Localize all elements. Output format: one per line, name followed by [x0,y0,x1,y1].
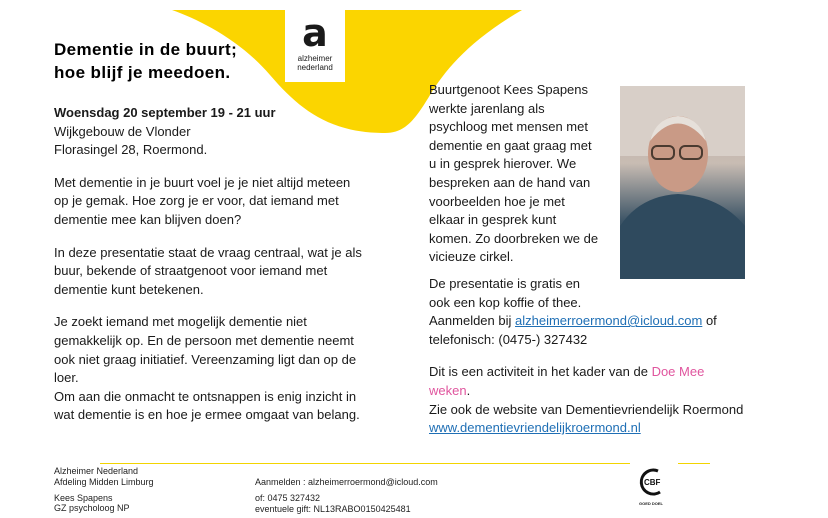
paragraph-line: In deze presentatie staat de vraag centraal, wat je als [54,244,362,260]
footer-contact [255,477,438,514]
paragraph-line: Om aan die onmacht te ontsnappen is enig inzicht in [54,388,357,404]
paragraph-line: op je gemak. Hoe zorg je er voor, dat iemand met [54,193,339,209]
signup-suffix: of [702,313,717,329]
phone-line: telefonisch: (0475-) 327432 [429,331,588,347]
left-column [54,104,362,425]
footer-org [54,466,154,514]
title-line: hoe blijf je meedoen. [54,63,231,82]
doe-mee-link[interactable]: weken [429,382,467,398]
alzheimer-nederland-logo [285,10,345,82]
paragraph-line: gemakkelijk op. En de persoon met dementie neemt [54,332,354,348]
activity-line-2 [429,382,743,401]
paragraph-line: elkaar in gesprek kunt [429,212,557,228]
speaker-photo [620,86,745,279]
logo-text: nederland [297,63,333,72]
divider-line [678,463,710,464]
event-address: Florasingel 28, Roermond. [54,142,208,158]
cbf-icon [638,468,664,496]
paragraph-line: ook een kop koffie of thee. [429,294,582,310]
footer-text: Afdeling Midden Limburg [54,476,154,487]
title-line: Dementie in de buurt; [54,40,238,59]
paragraph-line: werkte jarenlang als [429,100,545,116]
paragraph-line: u in gesprek hierover. We [429,156,577,172]
paragraph-line: buur, bekende of straatgenoot voor iemand met [54,263,328,279]
website-link[interactable]: www.dementievriendelijkroermond.nl [429,420,641,436]
paragraph-line: bespreken aan de hand van [429,174,591,190]
footer-text: Alzheimer Nederland [54,466,139,476]
email-link[interactable]: alzheimerroermond@icloud.com [515,313,703,329]
footer-text: of: 0475 327432 [255,492,321,503]
footer-text: Kees Spapens [54,492,113,503]
page-title [54,38,237,84]
logo-text: alzheimer [297,54,333,63]
divider-line [100,463,630,464]
doe-mee-link[interactable]: Doe Mee [651,364,705,380]
activity-line [429,363,743,382]
footer-text: eventuele gift: NL13RABO0150425481 [255,503,411,514]
paragraph-line: Buurtgenoot Kees Spapens [429,82,589,97]
paragraph-line: voorbeelden hoe je met [429,193,565,209]
cbf-subtext: GOED DOEL [638,501,663,506]
paragraph-line: psychloog met mensen met [429,119,588,135]
paragraph-line: dementie kunt betekenen. [54,281,204,297]
footer-text: GZ psycholoog NP [54,503,130,514]
portrait-image [620,86,745,279]
paragraph-line: De presentatie is gratis en [429,275,581,291]
footer-text: Aanmelden : alzheimerroermond@icloud.com [255,477,438,487]
signup-line [429,312,743,331]
cbf-logo [636,468,666,506]
paragraph-line: vicieuze cirkel. [429,249,514,265]
paragraph-line: ook niet graag initiatief. Vereenzaming ligt dan op de [54,351,357,367]
paragraph-line: dementie mee kan blijven doen? [54,211,242,227]
signup-prefix: Aanmelden bij [429,313,515,329]
website-text: Zie ook de website van Dementievriendelijk Roermond [429,401,744,417]
event-venue: Wijkgebouw de Vlonder [54,123,191,139]
paragraph-line: komen. Zo doorbreken we de [429,230,599,246]
paragraph-line: wat dementie is en hoe je ermee omgaat van belang. [54,407,360,423]
paragraph-line: Met dementie in je buurt voel je je niet altijd meteen [54,174,351,190]
paragraph-line: loer. [54,370,79,386]
cbf-text: CBF [644,478,661,487]
logo-mark: a [302,11,328,55]
paragraph-line: dementie en gaat graag met [429,137,592,153]
period: . [466,382,471,398]
event-date: Woensdag 20 september 19 - 21 uur [54,105,276,120]
activity-prefix: Dit is een activiteit in het kader van de [429,364,652,380]
paragraph-line: Je zoekt iemand met mogelijk dementie niet [54,314,307,330]
